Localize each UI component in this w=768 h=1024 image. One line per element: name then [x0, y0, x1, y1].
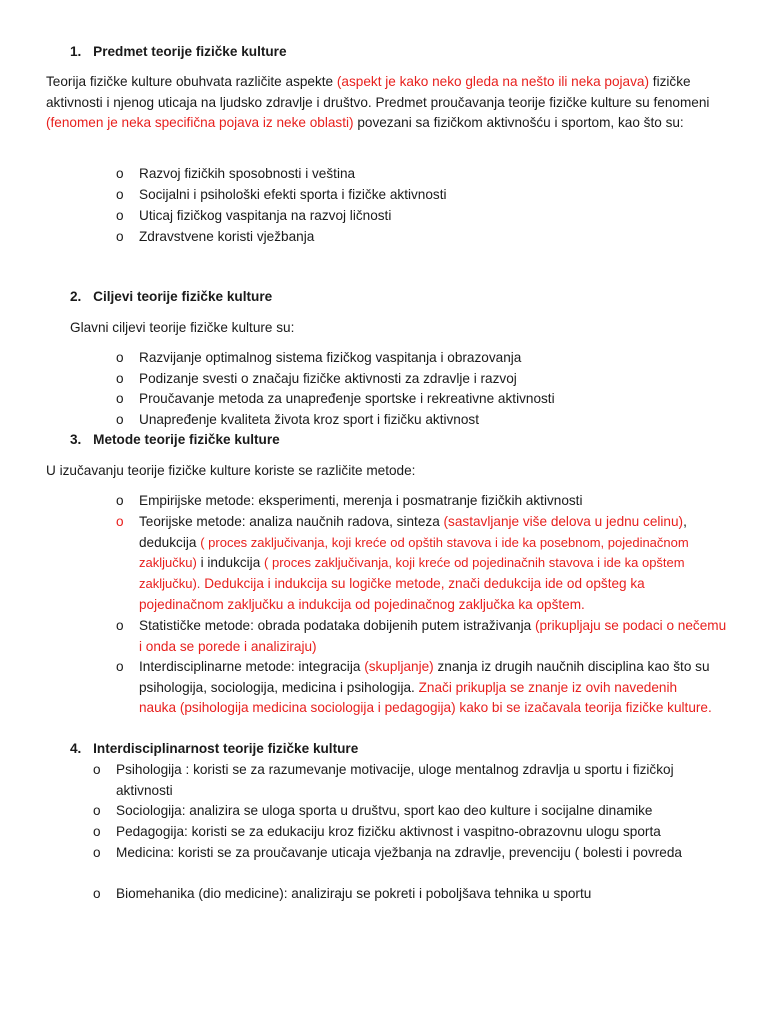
list-item: Pedagogija: koristi se za edukaciju kroz fizičku aktivnost i vaspitno-obrazovnu ulogu sporta: [116, 824, 661, 839]
list-item: Medicina: koristi se za proučavanje uticaja vježbanja na zdravlje, prevenciju ( bolesti i povreda: [116, 845, 682, 860]
list-bullet: o: [116, 187, 124, 202]
list-bullet: o: [93, 762, 101, 777]
list-bullet: o: [116, 208, 124, 223]
list-item: Sociologija: analizira se uloga sporta u društvu, sport kao deo kulture i socijalne dinamike: [116, 803, 653, 818]
annotation-text: Dedukcija i indukcija su logičke metode, znači dedukcija ide od opšteg ka pojedinačnom zaključku a indukcija od pojedinačnog zaključka ka opštem.: [139, 576, 645, 612]
annotation-text: (aspekt je kako neko gleda na nešto ili neka pojava): [336, 74, 650, 89]
list-bullet: o: [93, 845, 101, 860]
section-3-title: Metode teorije fizičke kulture: [93, 432, 280, 447]
text-run: Statističke metode: obrada podataka dobijenih putem istraživanja: [139, 618, 535, 633]
section-1-paragraph: [46, 72, 726, 134]
text-run: Teorija fizičke kulture obuhvata različite aspekte: [46, 74, 337, 89]
list-bullet: o: [116, 166, 124, 181]
section-4-title: Interdisciplinarnost teorije fizičke kulture: [93, 741, 359, 756]
text-run: znanja iz drugih naučnih disciplina kao što su psihologija, sociologija, medicina i psihologija.: [139, 659, 710, 695]
section-4-number: 4.: [70, 741, 82, 756]
list-bullet: o: [93, 803, 101, 818]
annotation-text: (sastavljanje više delova u jednu celinu): [443, 514, 684, 529]
list-bullet: o: [93, 886, 101, 901]
list-item: Socijalni i psihološki efekti sporta i fizičke aktivnosti: [139, 187, 447, 202]
section-1-number: 1.: [70, 44, 82, 59]
annotation-text: (prikupljaju se podaci o nečemu i onda se porede i analiziraju): [139, 618, 727, 654]
annotation-text: (skupljanje): [364, 659, 434, 674]
section-2-title: Ciljevi teorije fizičke kulture: [93, 289, 273, 304]
list-bullet: o: [116, 391, 124, 406]
section-3-heading: [70, 430, 280, 451]
section-2-intro: Glavni ciljevi teorije fizičke kulture su:: [70, 320, 295, 335]
list-item: Podizanje svesti o značaju fizičke aktivnosti za zdravlje i razvoj: [139, 371, 517, 386]
text-run: i indukcija: [196, 555, 265, 571]
annotation-text: Znači prikuplja se znanje iz ovih navedenih nauka (psihologija medicina sociologija i pedagogija) kako bi se izačavala teorija fizičke kulture.: [139, 679, 712, 716]
annotation-text: (fenomen je neka specifična pojava iz neke oblasti): [46, 115, 354, 131]
list-bullet: o: [116, 371, 124, 386]
list-bullet: o: [116, 659, 124, 674]
text-run: Teorijske metode: analiza naučnih radova, sinteza: [139, 514, 444, 529]
list-bullet: o: [116, 514, 124, 529]
list-item: Razvoj fizičkih sposobnosti i veština: [139, 166, 356, 181]
list-bullet: o: [116, 229, 124, 244]
list-item: Razvijanje optimalnog sistema fizičkog vaspitanja i obrazovanja: [139, 350, 522, 365]
section-1-heading: [70, 42, 287, 63]
list-item: Biomehanika (dio medicine): analiziraju se pokreti i poboljšava tehnika u sportu: [116, 886, 592, 901]
list-bullet: o: [93, 824, 101, 839]
list-item: Uticaj fizičkog vaspitanja na razvoj ličnosti: [139, 208, 392, 223]
annotation-text: ( proces zaključivanja, koji kreće od pojedinačnih stavova i ide ka opštem zaključku).: [139, 555, 685, 592]
list-item: Psihologija : koristi se za razumevanje motivacije, uloge mentalnog zdravlja u sportu i fizičkoj aktivnosti: [116, 762, 674, 798]
list-bullet: o: [116, 412, 124, 427]
list-bullet: o: [116, 493, 124, 508]
list-bullet: o: [116, 618, 124, 633]
list-item-theoretical-methods: [139, 512, 729, 616]
text-run: Interdisciplinarne metode: integracija: [139, 659, 365, 674]
list-item: Empirijske metode: eksperimenti, merenja i posmatranje fizičkih aktivnosti: [139, 493, 583, 508]
list-item: Unapređenje kvaliteta života kroz sport i fizičku aktivnost: [139, 412, 479, 427]
text-run: , dedukcija: [139, 514, 687, 550]
list-item: Zdravstvene koristi vježbanja: [139, 229, 315, 244]
section-1-title: Predmet teorije fizičke kulture: [93, 44, 287, 59]
section-3-number: 3.: [70, 432, 82, 447]
list-item: Proučavanje metoda za unapređenje sportske i rekreativne aktivnosti: [139, 391, 555, 406]
list-item-interdisciplinary-methods: [139, 657, 714, 719]
list-item-statistical-methods: [139, 616, 729, 657]
section-3-intro: U izučavanju teorije fizičke kulture koriste se različite metode:: [46, 463, 416, 478]
list-bullet: o: [116, 350, 124, 365]
text-run: fizičke aktivnosti i njenog uticaja na ljudsko zdravlje i društvo. Predmet proučavanja teorije fizičke kulture su fenomeni: [46, 74, 710, 110]
section-2-heading: [70, 287, 272, 308]
section-2-number: 2.: [70, 289, 82, 304]
text-run: povezani sa fizičkom aktivnošću i sportom, kao što su:: [353, 115, 684, 131]
annotation-text: ( proces zaključivanja, koji kreće od opštih stavova i ide ka posebnom, pojedinačnom zaključku): [139, 534, 689, 571]
section-4-heading: [70, 739, 358, 760]
